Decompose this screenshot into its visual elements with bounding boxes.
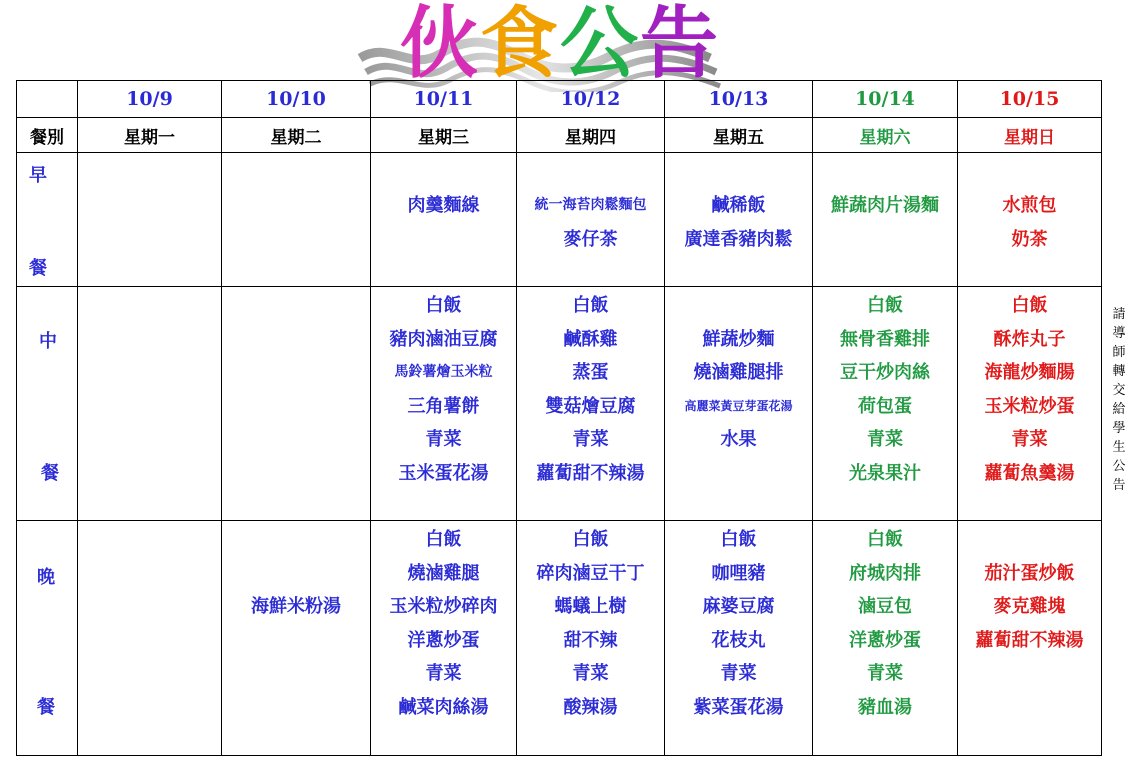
menu-item: 白飯 (425, 295, 462, 316)
lunch-cell-10-13 (665, 287, 813, 521)
menu-item: 荷包蛋 (858, 395, 912, 417)
side-note-char: 生 (1112, 440, 1126, 455)
breakfast-label (17, 153, 78, 287)
dinner-cell-10-13 (665, 521, 813, 756)
menu-item: 玉米蛋花湯 (398, 462, 489, 484)
side-note-char: 轉 (1112, 364, 1126, 379)
menu-item: 青菜 (720, 663, 757, 684)
menu-item: 鹹菜肉絲湯 (398, 696, 489, 718)
breakfast-cell-10-13 (665, 153, 813, 287)
menu-item: 白飯 (720, 529, 757, 550)
weekday-cell: 星期三 (371, 118, 517, 153)
weekday-cell: 星期六 (813, 118, 958, 153)
meal-type-header: 餐別 (17, 118, 78, 153)
meal-schedule-table (16, 80, 1102, 756)
lunch-label (17, 287, 78, 521)
lunch-cell-10-10 (222, 287, 371, 521)
menu-item: 燒滷雞腿 (407, 562, 480, 584)
lunch-cell-10-9 (78, 287, 222, 521)
dinner-cell-10-14 (813, 521, 958, 756)
corner-cell (17, 81, 78, 118)
menu-item: 蘿蔔魚羹湯 (984, 462, 1075, 484)
menu-item: 府城肉排 (849, 562, 921, 584)
menu-item: 豆干炒肉絲 (840, 362, 930, 383)
meal-label-top: 晚 (37, 567, 55, 588)
date-cell: 10/15 (958, 81, 1102, 118)
menu-item: 麥克雞塊 (993, 596, 1066, 617)
date-cell: 10/11 (371, 81, 517, 118)
weekday-cell: 星期二 (222, 118, 371, 153)
dinner-cell-10-12 (517, 521, 665, 756)
title-banner (330, 0, 750, 92)
date-cell: 10/10 (222, 81, 371, 118)
date-cell: 10/13 (665, 81, 813, 118)
side-note (1109, 305, 1129, 495)
side-note-char: 交 (1112, 383, 1126, 398)
menu-item: 碎肉滷豆干丁 (536, 562, 645, 584)
menu-item: 海龍炒麵腸 (984, 362, 1075, 383)
menu-item: 青菜 (572, 429, 609, 450)
menu-item: 白飯 (867, 529, 903, 550)
menu-item: 螞蟻上樹 (554, 596, 627, 617)
menu-item: 洋蔥炒蛋 (407, 629, 480, 651)
menu-item: 玉米粒炒碎肉 (389, 596, 498, 617)
menu-item: 青菜 (425, 663, 462, 684)
menu-item: 滷豆包 (858, 596, 912, 617)
meal-label-top: 早 (29, 165, 47, 186)
title-char-1: 伙 (400, 0, 481, 89)
menu-item: 蘿蔔甜不辣湯 (975, 629, 1084, 651)
title-char-2: 食 (480, 0, 561, 89)
menu-item: 燒滷雞腿排 (693, 362, 784, 383)
dinner-row (17, 521, 1102, 756)
menu-item: 肉羹麵線 (407, 195, 480, 216)
weekday-cell: 星期五 (665, 118, 813, 153)
menu-item: 酸辣湯 (563, 696, 618, 718)
menu-item: 酥炸丸子 (993, 328, 1066, 350)
menu-item: 豬血湯 (858, 696, 912, 718)
breakfast-cell-10-9 (78, 153, 222, 287)
date-cell: 10/9 (78, 81, 222, 118)
dinner-cell-10-11 (371, 521, 517, 756)
menu-item: 統一海苔肉鬆麵包 (534, 197, 647, 213)
menu-item: 青菜 (425, 429, 462, 450)
menu-item: 三角薯餅 (407, 395, 480, 417)
title-char-3: 公 (560, 0, 641, 89)
page-title (400, 0, 720, 92)
menu-item: 咖哩豬 (711, 562, 766, 584)
menu-item: 白飯 (425, 529, 462, 550)
menu-item: 甜不辣 (563, 629, 618, 651)
menu-item: 海鮮米粉湯 (251, 596, 341, 617)
menu-item: 洋蔥炒蛋 (849, 629, 921, 651)
breakfast-cell-10-12 (517, 153, 665, 287)
menu-item: 青菜 (1011, 429, 1048, 450)
breakfast-row (17, 153, 1102, 287)
weekday-cell: 星期一 (78, 118, 222, 153)
menu-item: 鹹酥雞 (563, 328, 618, 350)
meal-label-top: 中 (39, 331, 57, 352)
meal-label-bottom: 餐 (29, 258, 47, 279)
lunch-cell-10-14 (813, 287, 958, 521)
date-cell: 10/12 (517, 81, 665, 118)
menu-item: 白飯 (1011, 295, 1048, 316)
dinner-cell-10-15 (958, 521, 1102, 756)
menu-item: 白飯 (867, 295, 903, 316)
breakfast-cell-10-10 (222, 153, 371, 287)
weekday-row (17, 118, 1102, 153)
date-row (17, 81, 1102, 118)
dinner-cell-10-10 (222, 521, 371, 756)
menu-item: 茄汁蛋炒飯 (984, 562, 1075, 584)
dinner-label (17, 521, 78, 756)
menu-item: 蒸蛋 (572, 362, 609, 383)
side-note-char: 給 (1112, 402, 1126, 417)
menu-item: 馬鈴薯燴玉米粒 (394, 364, 493, 380)
menu-item: 水煎包 (1002, 195, 1057, 216)
menu-item: 奶茶 (1011, 228, 1048, 250)
menu-item: 鹹稀飯 (711, 195, 766, 216)
weekday-cell: 星期四 (517, 118, 665, 153)
lunch-cell-10-11 (371, 287, 517, 521)
menu-item: 玉米粒炒蛋 (984, 395, 1075, 417)
lunch-row (17, 287, 1102, 521)
menu-item: 花枝丸 (711, 629, 766, 651)
lunch-cell-10-12 (517, 287, 665, 521)
menu-item: 豬肉滷油豆腐 (389, 328, 498, 350)
side-note-char: 請 (1112, 307, 1126, 322)
menu-item: 青菜 (867, 663, 903, 684)
menu-item: 鮮蔬炒麵 (702, 328, 775, 350)
menu-item: 無骨香雞排 (840, 328, 930, 350)
menu-item: 麻婆豆腐 (702, 596, 775, 617)
side-note-char: 師 (1112, 345, 1126, 360)
side-note-char: 導 (1112, 326, 1126, 341)
side-note-char: 學 (1112, 421, 1126, 436)
menu-item: 蘿蔔甜不辣湯 (536, 462, 645, 484)
menu-item: 青菜 (867, 429, 903, 450)
menu-item: 高麗菜黃豆芽蛋花湯 (684, 398, 793, 413)
menu-item: 白飯 (572, 529, 609, 550)
menu-item: 鮮蔬肉片湯麵 (831, 195, 939, 216)
meal-label-bottom: 餐 (37, 697, 55, 718)
menu-item: 光泉果汁 (849, 462, 921, 484)
menu-item: 青菜 (572, 663, 609, 684)
lunch-cell-10-15 (958, 287, 1102, 521)
title-char-4: 告 (640, 0, 721, 89)
menu-item: 白飯 (572, 295, 609, 316)
weekday-cell: 星期日 (958, 118, 1102, 153)
menu-item: 雙菇燴豆腐 (545, 395, 636, 417)
side-note-char: 公 (1112, 459, 1126, 474)
date-cell: 10/14 (813, 81, 958, 118)
menu-item: 紫菜蛋花湯 (693, 696, 784, 718)
menu-item: 麥仔茶 (563, 228, 618, 250)
breakfast-cell-10-15 (958, 153, 1102, 287)
breakfast-cell-10-11 (371, 153, 517, 287)
side-note-char: 告 (1112, 478, 1126, 493)
dinner-cell-10-9 (78, 521, 222, 756)
menu-item: 水果 (720, 429, 757, 450)
meal-label-bottom: 餐 (41, 463, 59, 484)
menu-item: 廣達香豬肉鬆 (684, 228, 793, 250)
breakfast-cell-10-14 (813, 153, 958, 287)
